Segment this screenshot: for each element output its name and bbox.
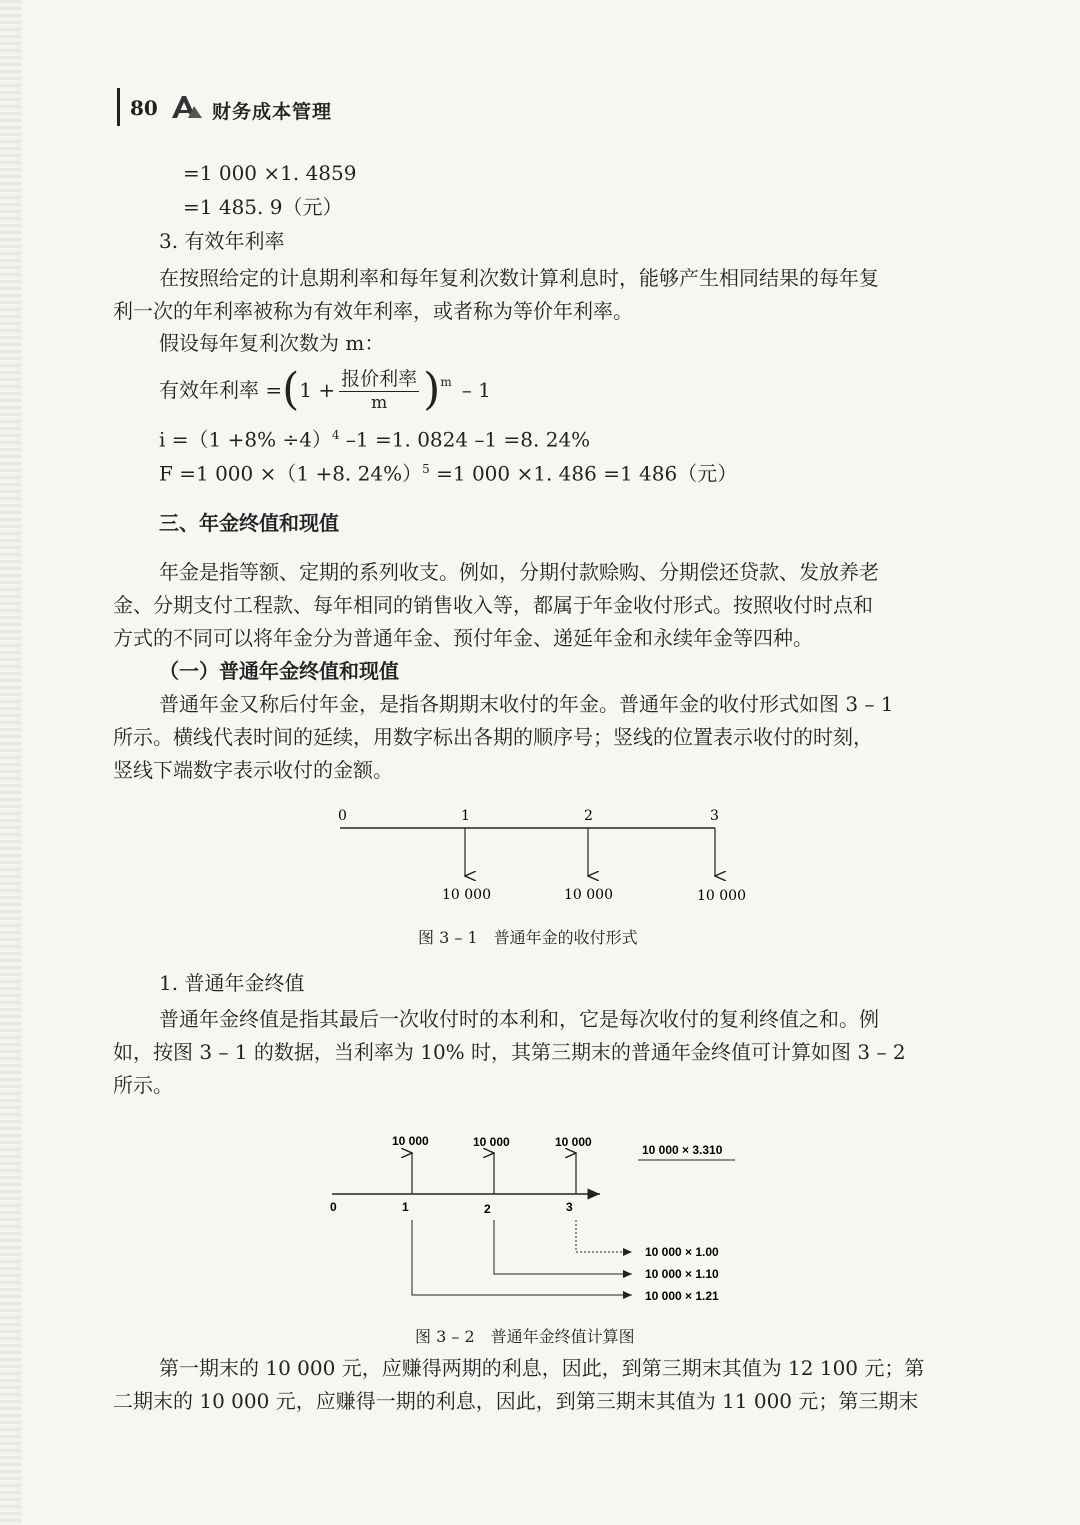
figure-3-2-future-value-diagram [320, 1125, 760, 1310]
assumption-line: 假设每年复利次数为 m： [159, 331, 385, 355]
figure-3-1-caption: 图 3 – 1 普通年金的收付形式 [418, 928, 638, 947]
text-line: 普通年金又称后付年金，是指各期期末收付的年金。普通年金的收付形式如图 3 – 1 [159, 692, 894, 716]
page-number: 80 [130, 96, 158, 120]
formula-exponent: m [440, 375, 452, 389]
equation-f-exponent: 5 [422, 462, 430, 476]
publisher-logo-icon [170, 92, 204, 120]
equation-i-tail: –1 =1. 0824 –1 =8. 24% [345, 427, 591, 452]
book-title: 财务成本管理 [212, 101, 333, 123]
fv-amount-3: 10 000 [555, 1135, 592, 1149]
fv-factor-1: 10 000 × 1.00 [645, 1245, 719, 1259]
timeline-tick-1: 1 [461, 808, 470, 824]
paragraph-annuity [113, 556, 971, 655]
right-paren: ) [423, 364, 441, 415]
header-rule [117, 88, 120, 126]
fv-amount-2: 10 000 [473, 1135, 510, 1149]
text-line: 普通年金终值是指其最后一次收付时的本利和，它是每次收付的复利终值之和。例 [159, 1007, 879, 1031]
left-paren: ( [282, 364, 300, 415]
text-line: 方式的不同可以将年金分为普通年金、预付年金、递延年金和永续年金等四种。 [113, 626, 813, 650]
text-line: 竖线下端数字表示收付的金额。 [113, 758, 393, 782]
formula-fraction [339, 367, 419, 414]
equation-f-tail: =1 000 ×1. 486 =1 486（元） [436, 461, 738, 486]
section-heading-annuity: 三、年金终值和现值 [159, 511, 339, 535]
fv-total: 10 000 × 3.310 [642, 1143, 723, 1157]
figure-3-2-caption: 图 3 – 2 普通年金终值计算图 [415, 1327, 635, 1346]
formula-label: 有效年利率 = [159, 378, 283, 402]
formula-denominator: m [371, 392, 388, 413]
effective-rate-formula [159, 362, 491, 418]
text-line: 利一次的年利率被称为有效年利率，或者称为等价年利率。 [113, 299, 633, 323]
fv-tick-1: 1 [402, 1200, 409, 1214]
section-heading-effective-rate: 3. 有效年利率 [159, 229, 285, 253]
fv-tick-3: 3 [566, 1200, 573, 1214]
equation-i-exponent: 4 [331, 428, 340, 442]
scanned-page-edge [0, 0, 22, 1525]
timeline-tick-3: 3 [710, 808, 719, 824]
formula-one: 1 + [299, 378, 336, 402]
fv-connector-3 [576, 1220, 632, 1252]
text-line: 第一期末的 10 000 元，应赚得两期的利息，因此，到第三期末其值为 12 100 元；第 [159, 1356, 925, 1380]
text-line: 二期末的 10 000 元，应赚得一期的利息，因此，到第三期末其值为 11 000 元；第三期末 [113, 1389, 919, 1413]
paragraph-future-value [113, 1003, 971, 1102]
text-line: 所示。 [113, 1073, 173, 1097]
equation-i-main: i =（1 +8% ÷4） [159, 427, 332, 452]
fv-amount-1: 10 000 [392, 1134, 429, 1148]
payment-amount-1: 10 000 [442, 887, 491, 903]
equation-i [159, 419, 590, 456]
equation-f [159, 453, 737, 490]
calc-line-1: =1 000 ×1. 4859 [183, 161, 357, 185]
equation-f-main: F =1 000 ×（1 +8. 24%） [159, 461, 423, 486]
payment-amount-3: 10 000 [697, 888, 746, 904]
subsection-heading-ordinary-annuity: （一）普通年金终值和现值 [159, 659, 399, 683]
fv-connector-1 [412, 1220, 632, 1295]
text-line: 金、分期支付工程款、每年相同的销售收入等，都属于年金收付形式。按照收付时点和 [113, 593, 873, 617]
timeline-tick-0: 0 [338, 808, 347, 824]
payment-amount-2: 10 000 [564, 887, 613, 903]
heading-future-value: 1. 普通年金终值 [159, 971, 305, 995]
fv-tick-2: 2 [484, 1202, 491, 1216]
text-line: 年金是指等额、定期的系列收支。例如，分期付款赊购、分期偿还贷款、发放养老 [159, 560, 879, 584]
fv-tick-0: 0 [330, 1200, 337, 1214]
paragraph-effective-rate [113, 262, 971, 328]
fv-connector-2 [494, 1220, 632, 1274]
text-line: 在按照给定的计息期利率和每年复利次数计算利息时，能够产生相同结果的每年复 [159, 266, 879, 290]
fv-factor-2: 10 000 × 1.10 [645, 1267, 719, 1281]
paragraph-ordinary-annuity [113, 688, 971, 787]
paragraph-closing [113, 1352, 971, 1418]
timeline-tick-2: 2 [584, 808, 593, 824]
text-line: 所示。横线代表时间的延续，用数字标出各期的顺序号；竖线的位置表示收付的时刻， [113, 725, 873, 749]
formula-tail: – 1 [461, 378, 491, 402]
figure-3-1-timeline [320, 800, 760, 915]
fv-factor-3: 10 000 × 1.21 [645, 1289, 719, 1303]
text-line: 如，按图 3 – 1 的数据，当利率为 10% 时，其第三期末的普通年金终值可计算如图 3 – 2 [113, 1040, 906, 1064]
calc-line-2: =1 485. 9（元） [183, 195, 343, 219]
formula-numerator: 报价利率 [341, 367, 418, 390]
